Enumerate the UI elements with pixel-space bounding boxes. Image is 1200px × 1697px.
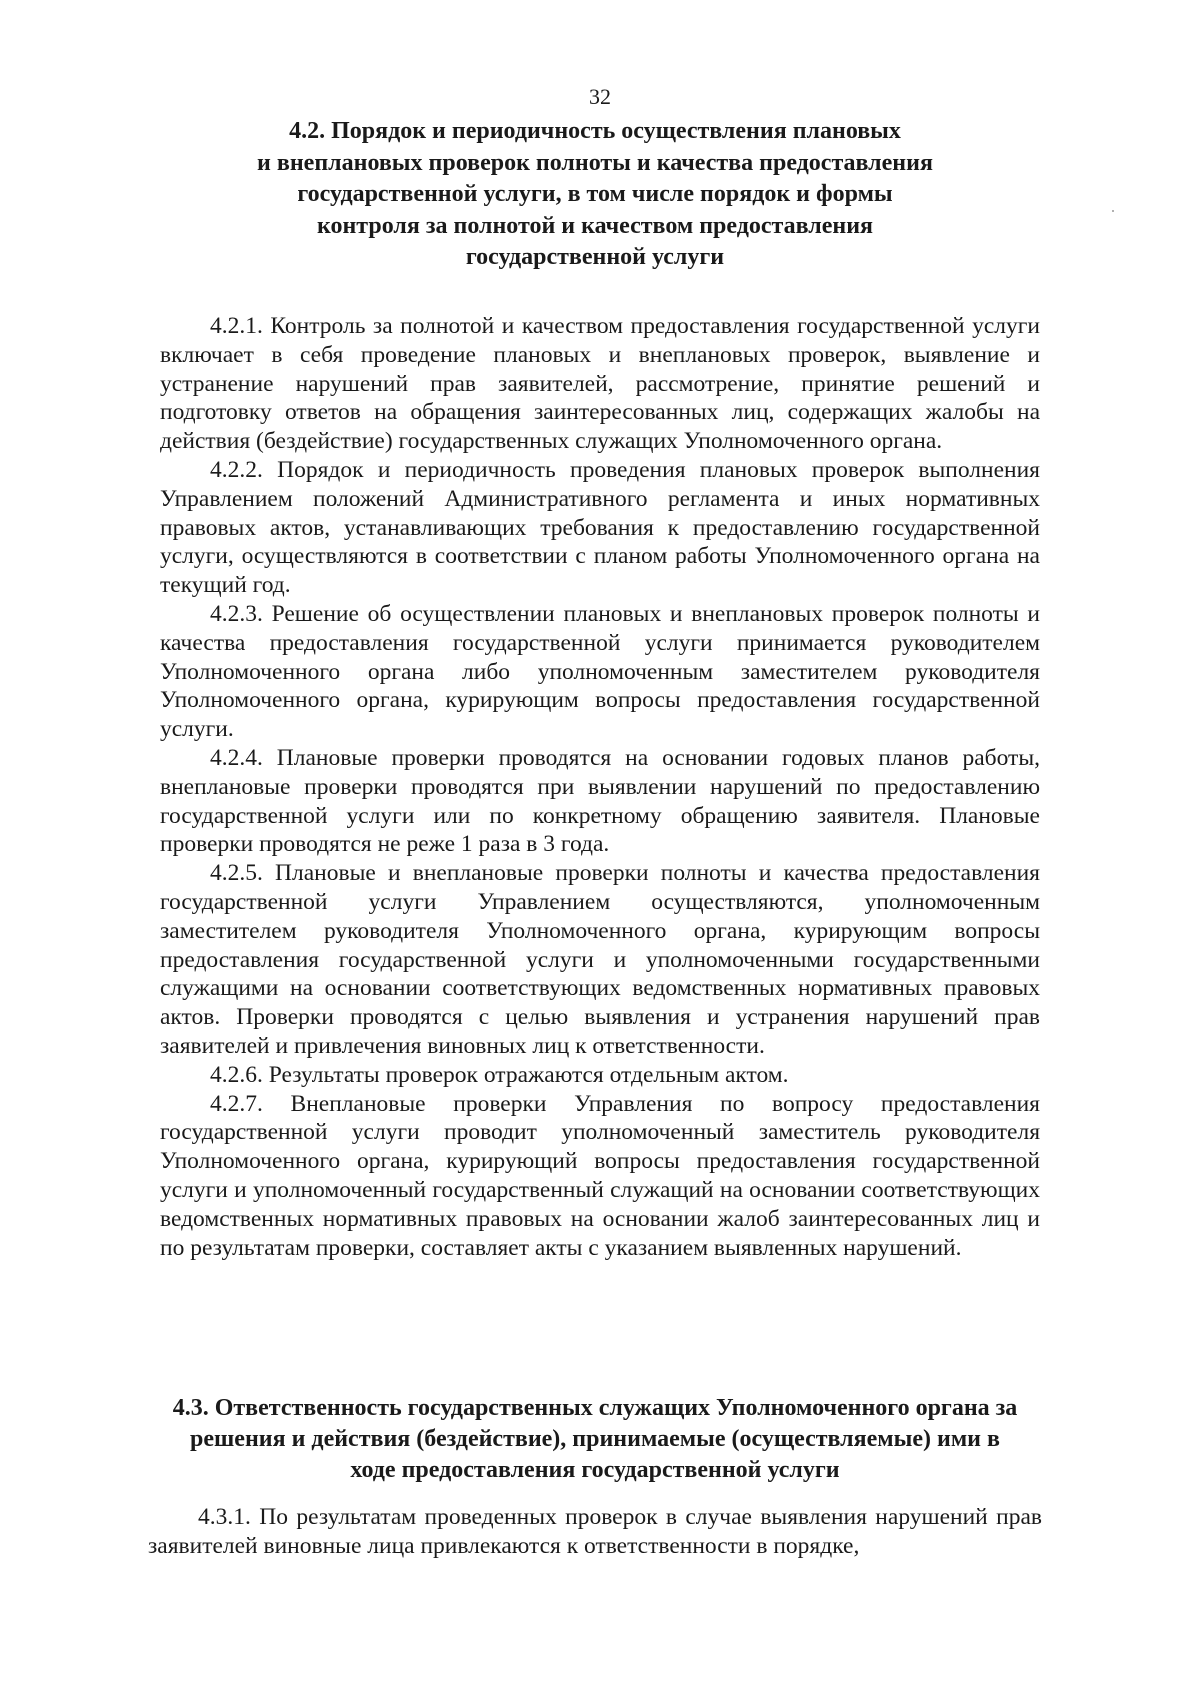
paragraph-4-2-7: 4.2.7. Внеплановые проверки Управления по вопросу предоставления государственной услуги проводит уполномоченный заместитель руководителя Уполномоченного органа, курирующий вопросы предоставления государственной услуги и уполномоченный государственный служащий на основании соответствующих ведомственных нормативных правовых на основании жалоб заинтересованных лиц и по результатам проверки, составляет акты с указанием выявленных нарушений. <box>160 1090 1040 1261</box>
paragraph-4-2-4: 4.2.4. Плановые проверки проводятся на основании годовых планов работы, внеплановые проверки проводятся при выявлении нарушений по предоставлению государственной услуги или по конкретному обращению заявителя. Плановые проверки проводятся не реже 1 раза в 3 года. <box>160 744 1040 858</box>
heading-line: государственной услуги <box>465 244 725 270</box>
section-4-3-heading <box>140 1393 1050 1486</box>
heading-line: 4.2. Порядок и периодичность осуществления плановых <box>289 118 901 144</box>
section-4-2-body <box>160 312 1040 1262</box>
paragraph-4-2-3: 4.2.3. Решение об осуществлении плановых и внеплановых проверок полноты и качества предоставления государственной услуги принимается руководителем Уполномоченного органа либо уполномоченным заместителем руководителя Уполномоченного органа, курирующим вопросы предоставления государственной услуги. <box>160 600 1040 743</box>
heading-line: государственной услуги, в том числе порядок и формы <box>297 181 893 207</box>
section-4-2-heading <box>150 116 1040 274</box>
heading-line: и внеплановых проверок полноты и качества предоставления <box>257 149 933 176</box>
paragraph-4-3-1: 4.3.1. По результатам проведенных проверок в случае выявления нарушений прав заявителей виновные лица привлекаются к ответственности в порядке, <box>148 1504 1042 1559</box>
paragraph-4-2-6: 4.2.6. Результаты проверок отражаются отдельным актом. <box>210 1061 789 1088</box>
heading-line: ходе предоставления государственной услуги <box>350 1457 840 1483</box>
section-4-3-body <box>148 1503 1042 1561</box>
heading-line: контроля за полнотой и качеством предоставления <box>316 212 874 239</box>
paragraph-4-2-2: 4.2.2. Порядок и периодичность проведения плановых проверок выполнения Управлением положений Административного регламента и иных нормативных правовых актов, устанавливающих требования к предоставлению государственной услуги, осуществляются в соответствии с планом работы Уполномоченного органа на текущий год. <box>160 456 1040 599</box>
page-number: 32 <box>589 84 611 109</box>
paragraph-4-2-5: 4.2.5. Плановые и внеплановые проверки полноты и качества предоставления государственной услуги Управлением осуществляются, уполномоченным заместителем руководителя Уполномоченного органа, курирующим вопросы предоставления государственной услуги и уполномоченными государственными служащими на основании соответствующих ведомственных нормативных правовых актов. Проверки проводятся с целью выявления и устранения нарушений прав заявителей и привлечения виновных лиц к ответственности. <box>160 860 1040 1059</box>
paragraph-4-2-1: 4.2.1. Контроль за полнотой и качеством предоставления государственной услуги включает в себя проведение плановых и внеплановых проверок, выявление и устранение нарушений прав заявителей, рассмотрение, принятие решений и подготовку ответов на обращения заинтересованных лиц, содержащих жалобы на действия (бездействие) государственных служащих Уполномоченного органа. <box>160 313 1040 455</box>
heading-line: решения и действия (бездействие), принимаемые (осуществляемые) ими в <box>190 1426 1000 1452</box>
scan-speck <box>1112 210 1114 212</box>
heading-line: 4.3. Ответственность государственных служащих Уполномоченного органа за <box>172 1395 1018 1421</box>
